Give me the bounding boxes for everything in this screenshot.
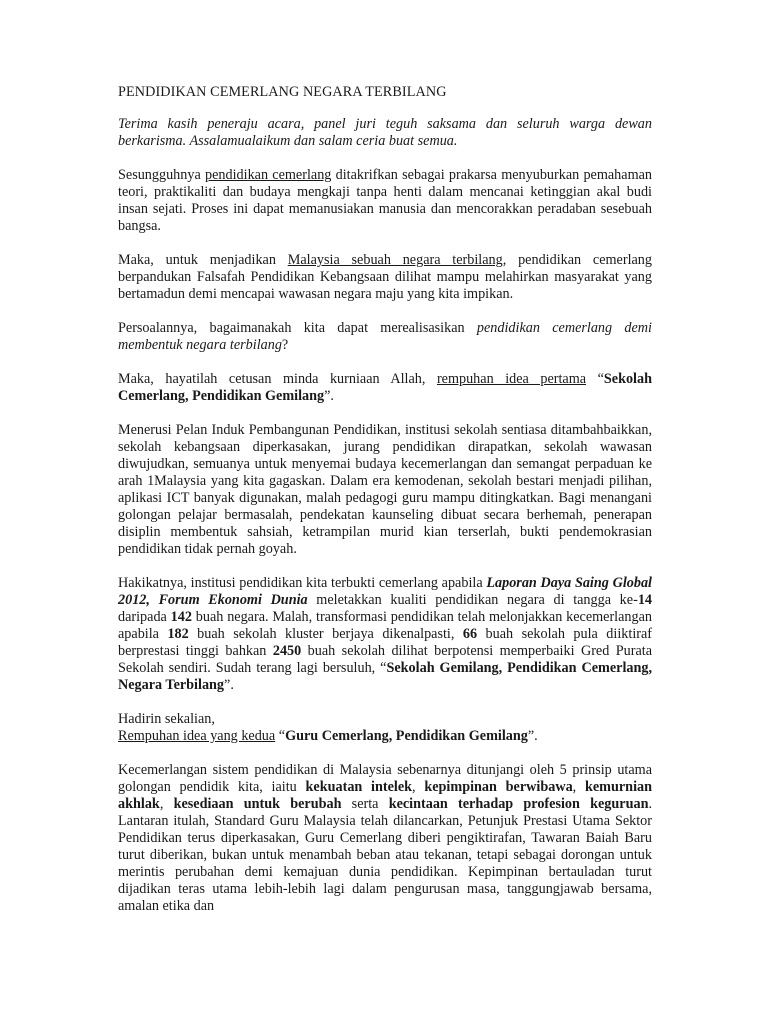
- paragraph-evidence: [118, 575, 652, 694]
- text-run: ditakrifkan sebagai prakarsa menyuburkan pemahaman teori, praktikaliti dan budaya mengkaji tanpa henti dalam mencanai ketinggian akal budi insan sejati. Proses ini dapat memanusiakan manusia dan mencorakkan peradaban sesebuah bangsa.: [118, 167, 653, 234]
- text-run: ”.: [324, 388, 334, 404]
- paragraph-question: [118, 320, 652, 354]
- text-run: . Lantaran itulah, Standard Guru Malaysia telah dilancarkan, Petunjuk Prestasi Utama Sektor Pendidikan terus diperkasakan, Guru Cemerlang diberi pengiktirafan, Tawaran Baiah Baru turut diberikan, bukan untuk menambah beban atau tekanan, tetapi sebagai dorongan untuk merintis perubahan demi kemajuan dunia pendidikan. Kepimpinan bertauladan turut dijadikan teras utama lebih-lebih lagi dalam pengurusan masa, tanggungjawab bersama, amalan etika dan: [118, 796, 653, 914]
- text-run: Maka, untuk menjadikan: [118, 252, 288, 268]
- text-run: ,: [572, 779, 585, 795]
- italic-phrase: pendidikan cemerlang demi membentuk negara terbilang: [118, 320, 652, 353]
- text-run: “: [586, 371, 604, 387]
- bold-phrase: Sekolah Gemilang, Pendidikan Cemerlang, Negara Terbilang: [118, 660, 653, 693]
- paragraph-definition: [118, 167, 652, 235]
- document-page: [118, 84, 652, 915]
- paragraph-second-idea: [118, 711, 652, 745]
- paragraph-malaysia: [118, 252, 652, 303]
- bold-italic-phrase: Laporan Daya Saing Global 2012, Forum Ekonomi Dunia: [118, 575, 652, 608]
- text-run: buah negara. Malah, transformasi pendidikan telah melonjakkan kecemerlangan apabila: [118, 609, 652, 642]
- bold-number: 2450: [272, 643, 302, 659]
- text-run: Persoalannya, bagaimanakah kita dapat merealisasikan: [118, 320, 477, 336]
- text-run: buah sekolah pula diiktiraf berprestasi tinggi bahkan: [118, 626, 653, 659]
- underlined-phrase: Malaysia sebuah negara terbilang: [287, 252, 503, 268]
- text-run: ”.: [527, 728, 538, 744]
- opening-greeting: Terima kasih peneraju acara, panel juri teguh saksama dan seluruh warga dewan berkarisma. Assalamualaikum dan salam ceria buat semua.: [118, 116, 652, 149]
- text-run: Hakikatnya, institusi pendidikan kita terbukti cemerlang apabila: [118, 575, 487, 591]
- text-run: serta: [341, 796, 389, 812]
- underlined-phrase: rempuhan idea pertama: [436, 371, 587, 387]
- text-run: Sesungguhnya: [118, 167, 206, 183]
- bold-phrase: Sekolah Cemerlang, Pendidikan Gemilang: [118, 371, 652, 404]
- text-run: daripada: [118, 609, 171, 625]
- bold-phrase: kemurnian akhlak: [118, 779, 652, 812]
- paragraph-principles: [118, 762, 652, 915]
- text-run: Maka, hayatilah cetusan minda kurniaan Allah,: [118, 371, 437, 387]
- bold-number: 142: [170, 609, 192, 625]
- text-run: Kecemerlangan sistem pendidikan di Malaysia sebenarnya ditunjangi oleh 5 prinsip utama golongan pendidik kita, iaitu: [118, 762, 652, 795]
- document-title: PENDIDIKAN CEMERLANG NEGARA TERBILANG: [118, 84, 447, 100]
- text-run: meletakkan kualiti pendidikan negara di tangga ke-: [307, 592, 638, 608]
- text-run: buah sekolah dilihat berpotensi memperbaiki Gred Purata Sekolah sendiri. Sudah terang lagi bersuluh, “: [118, 643, 652, 676]
- bold-phrase: kepimpinan berwibawa: [424, 779, 573, 795]
- bold-number: 14: [637, 592, 652, 608]
- text-run: ?: [281, 337, 289, 353]
- paragraph-pelan-induk: Menerusi Pelan Induk Pembangunan Pendidikan, institusi sekolah sentiasa ditambahbaikkan, sekolah kebangsaan diperkasakan, jurang pendidikan dirapatkan, sekolah wawasan diwujudkan, semuanya untuk menyemai budaya kecemerlangan dan semangat perpaduan ke arah 1Malaysia yang kita gagaskan. Dalam era kemodenan, sekolah bestari menjadi pilihan, aplikasi ICT banyak digunakan, malah pedagogi guru mampu ditingkatkan. Bagi menangani golongan pelajar bermasalah, pendekatan kaunseling dibuat secara berhemah, penerapan disiplin membentuk sahsiah, ketrampilan murid kian terserlah, bukti pendemokrasian pendidikan tidak pernah goyah.: [118, 422, 652, 557]
- underlined-phrase: Rempuhan idea yang kedua: [118, 728, 276, 744]
- underlined-phrase: pendidikan cemerlang: [205, 167, 332, 183]
- paragraph-first-idea: [118, 371, 652, 405]
- text-run: , pendidikan cemerlang berpandukan Falsafah Pendidikan Kebangsaan dilihat mampu melahirkan masyarakat yang bertamadun demi mencapai wawasan negara maju yang kita impikan.: [118, 252, 652, 302]
- bold-phrase: kesediaan untuk berubah: [173, 796, 342, 812]
- text-run: ”.: [224, 677, 234, 693]
- text-run: “: [275, 728, 286, 744]
- text-run: buah sekolah kluster berjaya dikenalpasti,: [188, 626, 463, 642]
- text-run: ,: [159, 796, 174, 812]
- bold-phrase: kecintaan terhadap profesion keguruan: [388, 796, 649, 812]
- bold-phrase: kekuatan intelek: [305, 779, 413, 795]
- text-run: ,: [412, 779, 425, 795]
- text-run: Hadirin sekalian,: [118, 711, 215, 727]
- bold-phrase: Guru Cemerlang, Pendidikan Gemilang: [285, 728, 528, 744]
- bold-number: 66: [462, 626, 478, 642]
- bold-number: 182: [167, 626, 189, 642]
